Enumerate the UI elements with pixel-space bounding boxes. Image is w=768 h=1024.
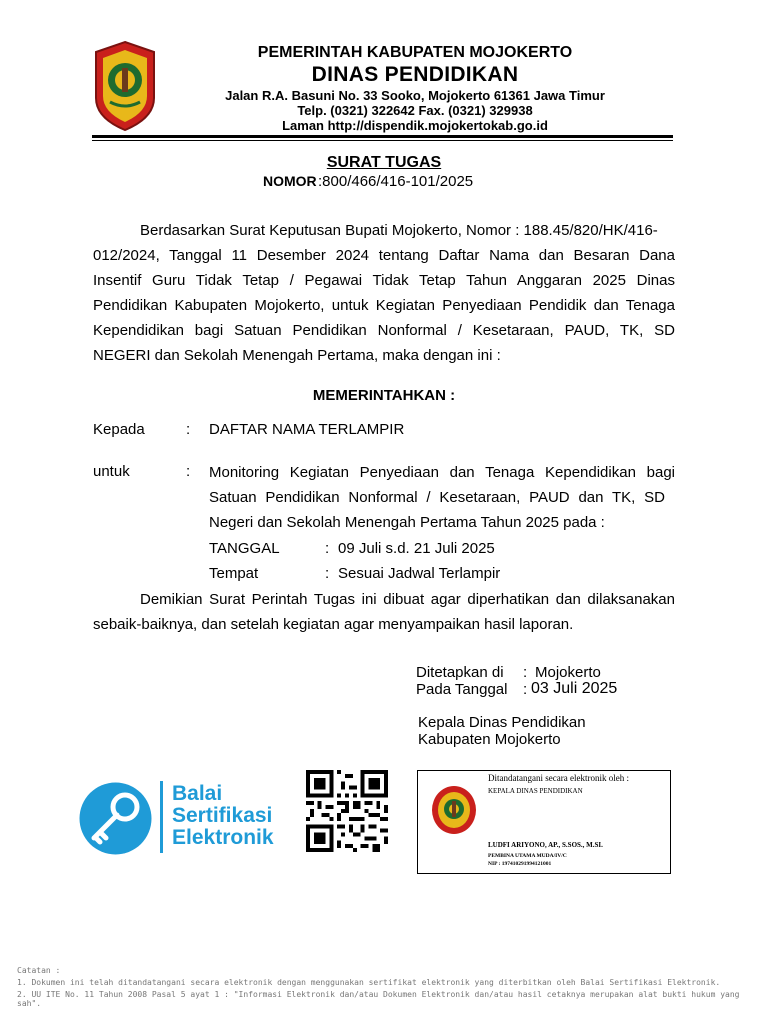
ditetapkan-label: Ditetapkan di bbox=[416, 664, 504, 681]
bsre-line: Balai bbox=[172, 782, 223, 805]
official-region: Kabupaten Mojokerto bbox=[418, 731, 561, 748]
untuk-value bbox=[209, 460, 675, 535]
esign-nip: NIP : 197410291994121001 bbox=[488, 861, 552, 867]
mojokerto-emblem-icon bbox=[92, 40, 158, 132]
header-phone: Telp. (0321) 322642 Fax. (0321) 329938 bbox=[297, 103, 533, 118]
notes-title: Catatan : bbox=[17, 966, 61, 975]
bsre-wordmark bbox=[172, 783, 274, 849]
header-government: PEMERINTAH KABUPATEN MOJOKERTO bbox=[257, 44, 573, 61]
esign-name: LUDFI ARIYONO, AP., S.SOS., M.SI. bbox=[488, 841, 603, 849]
note-item: 1. Dokumen ini telah ditandatangani secara elektronik dengan menggunakan sertifikat elektronik yang diterbitkan oleh Balai Sertifikasi Elektronik. bbox=[17, 978, 721, 987]
untuk-colon: : bbox=[186, 463, 191, 480]
intro-line: Kependidikan bagi Satuan Pendidikan Nonformal / Kesetaraan, PAUD, TK, SD bbox=[93, 322, 675, 339]
esign-position: KEPALA DINAS PENDIDIKAN bbox=[488, 787, 583, 795]
esign-header: Ditandatangani secara elektronik oleh : bbox=[488, 773, 629, 783]
intro-line: 012/2024, Tanggal 11 Desember 2024 tentang Daftar Nama dan Besaran Dana bbox=[93, 247, 675, 264]
bsre-divider bbox=[160, 781, 163, 853]
qr-code-icon bbox=[306, 770, 388, 852]
tanggal-ttd-colon: : bbox=[523, 681, 528, 698]
esign-rank: PEMBINA UTAMA MUDA/IV/C bbox=[488, 853, 567, 859]
ditetapkan-value: Mojokerto bbox=[535, 664, 601, 681]
bsre-line: Elektronik bbox=[172, 826, 274, 849]
untuk-line: Monitoring Kegiatan Penyediaan dan Tenaga Kependidikan bagi bbox=[209, 464, 675, 481]
untuk-line: Satuan Pendidikan Nonformal / Kesetaraan, PAUD dan TK, SD bbox=[209, 489, 665, 506]
command-heading: MEMERINTAHKAN : bbox=[312, 387, 456, 404]
intro-line: Insentif Guru Tidak Tetap / Pegawai Tidak Tetap Tahun Anggaran 2025 Dinas bbox=[93, 272, 675, 289]
tanggal-value: 09 Juli s.d. 21 Juli 2025 bbox=[338, 540, 495, 557]
intro-line: Berdasarkan Surat Keputusan Bupati Mojokerto, Nomor : 188.45/820/HK/416- bbox=[140, 222, 658, 239]
nomor-label: NOMOR bbox=[263, 173, 317, 189]
header-rule-thin bbox=[92, 140, 673, 141]
intro-line: Pendidikan Kabupaten Mojokerto, untuk Kegiatan Penyediaan Pendidik dan Tenaga bbox=[93, 297, 675, 314]
header-address: Jalan R.A. Basuni No. 33 Sooko, Mojokerto 61361 Jawa Timur bbox=[225, 88, 605, 103]
intro-paragraph bbox=[93, 218, 675, 368]
kepada-colon: : bbox=[186, 421, 191, 438]
bsre-key-logo-icon bbox=[78, 781, 153, 856]
closing-line: sebaik-baiknya, dan setelah kegiatan agar menyampaikan hasil laporan. bbox=[93, 616, 574, 633]
tempat-value: Sesuai Jadwal Terlampir bbox=[338, 565, 501, 582]
tempat-colon: : bbox=[325, 565, 330, 582]
header-website: Laman http://dispendik.mojokertokab.go.id bbox=[282, 118, 548, 133]
esign-box bbox=[417, 770, 671, 874]
intro-line: NEGERI dan Sekolah Menengah Pertama, maka dengan ini : bbox=[93, 347, 501, 364]
tanggal-label: TANGGAL bbox=[209, 540, 280, 557]
closing-paragraph bbox=[93, 587, 675, 637]
header-rule-thick bbox=[92, 135, 673, 138]
tanggal-ttd-value: 03 Juli 2025 bbox=[531, 680, 618, 697]
document-title: SURAT TUGAS bbox=[326, 154, 442, 171]
untuk-label: untuk bbox=[93, 463, 130, 480]
kepada-label: Kepada bbox=[93, 421, 145, 438]
kepada-value: DAFTAR NAMA TERLAMPIR bbox=[209, 421, 405, 438]
ditetapkan-colon: : bbox=[523, 664, 528, 681]
mojokerto-emblem-icon bbox=[431, 785, 477, 835]
header-agency: DINAS PENDIDIKAN bbox=[311, 63, 519, 86]
tanggal-colon: : bbox=[325, 540, 330, 557]
tanggal-ttd-label: Pada Tanggal bbox=[416, 681, 508, 698]
nomor-value: :800/466/416-101/2025 bbox=[318, 173, 474, 190]
note-item: 2. UU ITE No. 11 Tahun 2008 Pasal 5 ayat 1 : "Informasi Elektronik dan/atau Dokumen Elektronik dan/atau hasil cetaknya merupakan alat bukti hukum yang sah". bbox=[17, 990, 740, 1008]
bsre-line: Sertifikasi bbox=[172, 804, 273, 827]
official-title: Kepala Dinas Pendidikan bbox=[418, 714, 586, 731]
closing-line: Demikian Surat Perintah Tugas ini dibuat agar diperhatikan dan dilaksanakan bbox=[140, 591, 675, 608]
untuk-line: Negeri dan Sekolah Menengah Pertama Tahun 2025 pada : bbox=[209, 514, 605, 531]
tempat-label: Tempat bbox=[209, 565, 259, 582]
